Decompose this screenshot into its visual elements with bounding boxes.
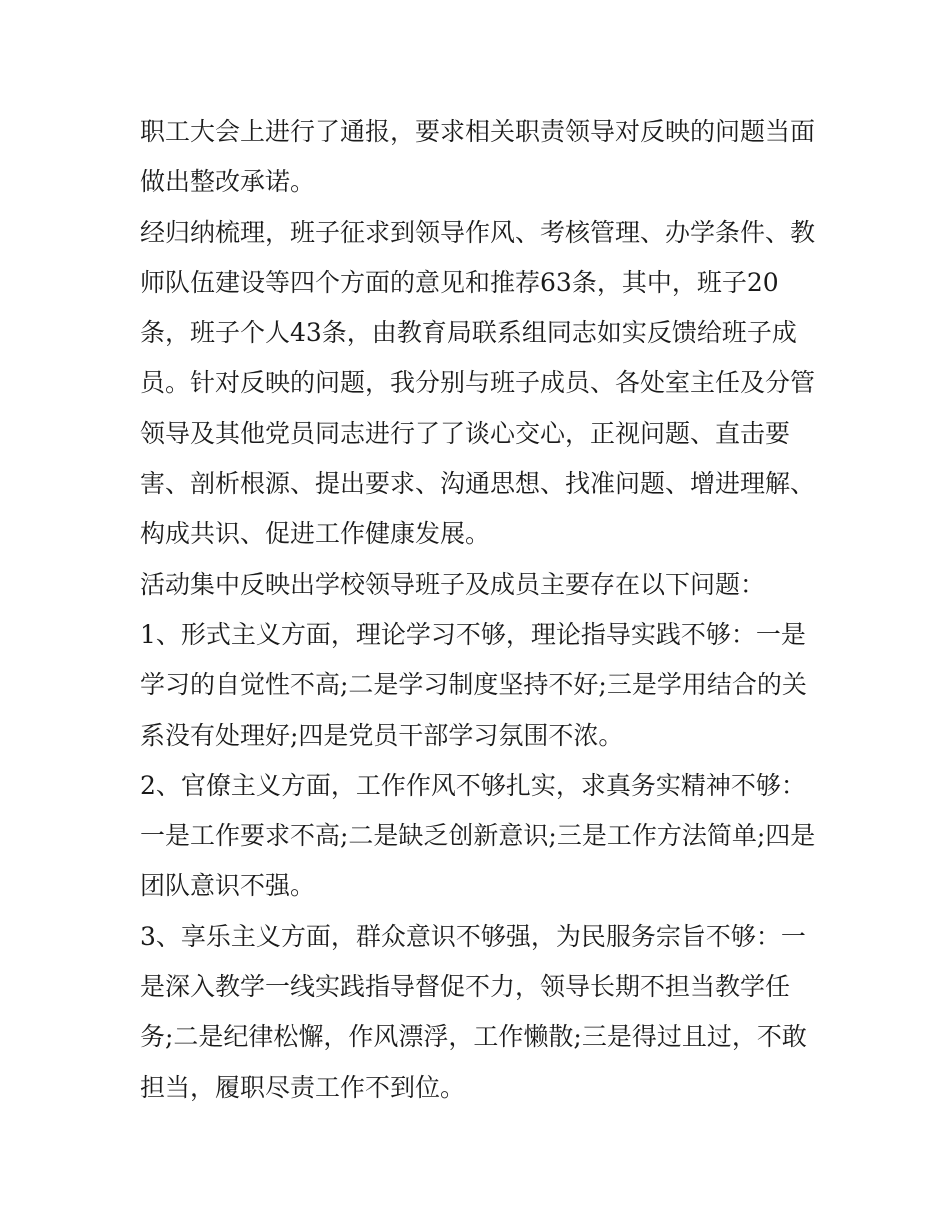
text-line: 系没有处理好;四是党员干部学习氛围不浓。 xyxy=(140,720,624,750)
document-body xyxy=(140,107,820,1113)
text-line: 是深入教学一线实践指导督促不力，领导长期不担当教学任 xyxy=(140,972,791,1002)
text-line: 职工大会上进行了通报，要求相关职责领导对反映的问题当面 xyxy=(140,117,816,146)
text-line: 学习的自觉性不高;二是学习制度坚持不好;三是学用结合的关 xyxy=(140,670,807,700)
text-line: 一是工作要求不高;二是缺乏创新意识;三是工作方法简单;四是 xyxy=(140,821,816,851)
text-line: 害、剖析根源、提出要求、沟通思想、找准问题、增进理解、 xyxy=(140,469,816,499)
text-line: 经归纳梳理，班子征求到领导作风、考核管理、办学条件、教 xyxy=(140,217,816,247)
text-line: 担当，履职尽责工作不到位。 xyxy=(140,1072,466,1102)
text-line: 1、形式主义方面，理论学习不够，理论指导实践不够：一是 xyxy=(140,619,806,649)
text-line: 2、官僚主义方面，工作作风不够扎实，求真务实精神不够： xyxy=(140,770,806,800)
text-line: 构成共识、促进工作健康发展。 xyxy=(140,519,491,549)
text-line: 团队意识不强。 xyxy=(140,871,316,901)
text-line: 条，班子个人43条，由教育局联系组同志如实反馈给班子成 xyxy=(140,318,797,348)
text-line: 员。针对反映的问题，我分别与班子成员、各处室主任及分管 xyxy=(140,368,816,398)
text-line: 领导及其他党员同志进行了了谈心交心，正视问题、直击要 xyxy=(140,418,791,448)
text-line: 活动集中反映出学校领导班子及成员主要存在以下问题： xyxy=(140,569,766,599)
text-line: 做出整改承诺。 xyxy=(140,167,316,197)
text-line: 务;二是纪律松懈，作风漂浮，工作懒散;三是得过且过，不敢 xyxy=(140,1022,807,1052)
text-line: 师队伍建设等四个方面的意见和推荐63条，其中，班子20 xyxy=(140,267,779,297)
text-line: 3、享乐主义方面，群众意识不够强，为民服务宗旨不够：一 xyxy=(140,921,806,951)
